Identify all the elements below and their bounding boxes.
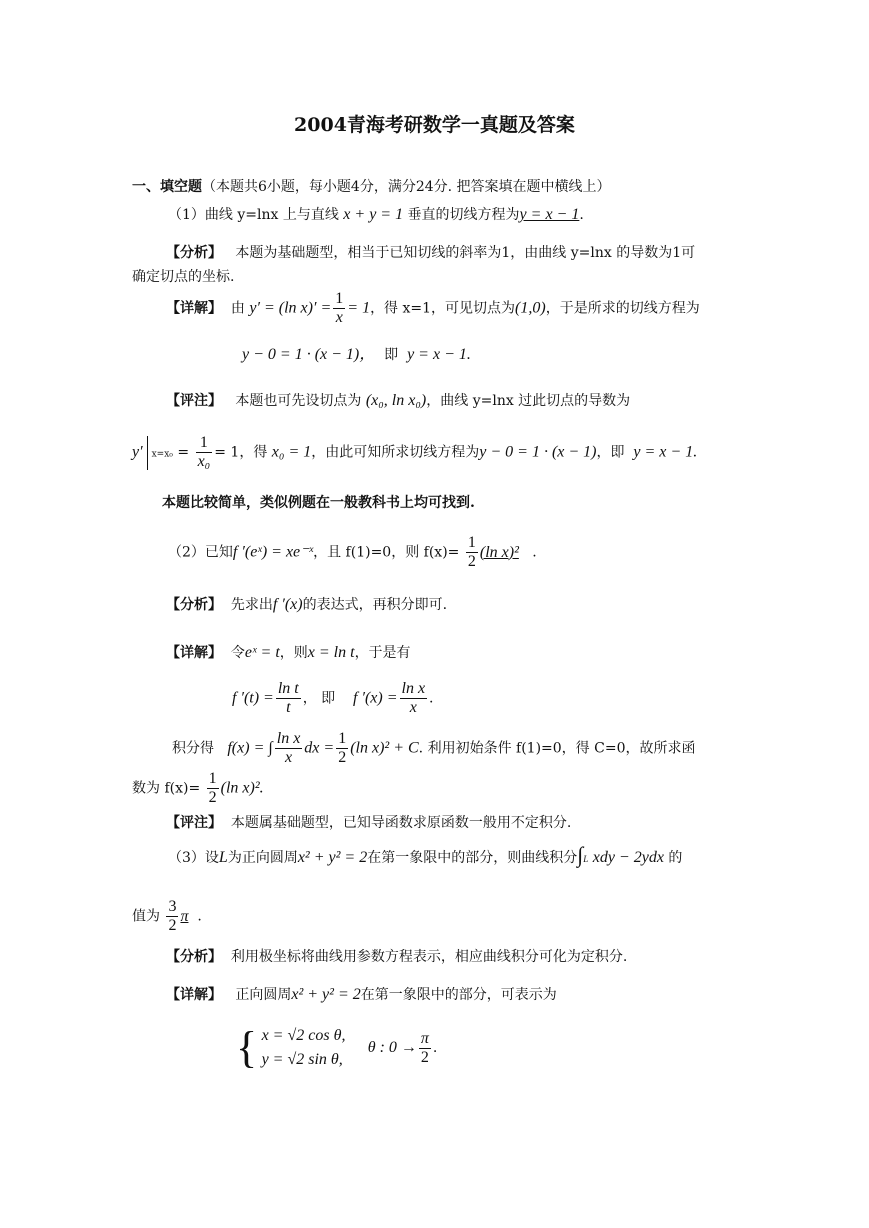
question-3-stem: （3）设L为正向圆周x² + y² = 2在第一象限中的部分，则曲线积分∫L xdy − 2ydx 的 bbox=[168, 842, 683, 867]
section-heading: 一、填空题（本题共6小题，每小题4分，满分24分. 把答案填在题中横线上） bbox=[132, 179, 611, 195]
question-3-value: 值为 $\frac{3}{2}$ π . bbox=[132, 898, 202, 934]
page-title: 2004青海考研数学一真题及答案 bbox=[294, 114, 575, 136]
fraction: $\frac{1}{2}$ bbox=[467, 534, 476, 570]
evaluation-bar bbox=[147, 436, 148, 470]
question-1-answer: y = x − 1 bbox=[519, 206, 580, 223]
fraction: $\frac{1}{2}$ bbox=[338, 730, 347, 766]
fraction: $\frac{1}{2}$ bbox=[208, 770, 217, 806]
fraction: $\frac{\text{ln x}}{x}$ bbox=[276, 730, 301, 766]
question-2-derivative: f ′(t) = $\frac{\text{ln t}}{t}$ ， 即 f ′(x) = $\frac{\text{ln x}}{x}$ . bbox=[232, 680, 434, 716]
question-2-detail: 【详解】 令eˣ = t，则x = ln t，于是有 bbox=[166, 644, 411, 661]
left-brace: { bbox=[236, 1023, 258, 1072]
question-3-analysis: 【分析】 利用极坐标将曲线用参数方程表示，相应曲线积分可化为定积分. bbox=[166, 949, 628, 965]
question-2-integral: 积分得 f(x) = ∫ $\frac{\text{ln x}}{x}$ dx = $\frac{1}{2}$ (ln x)² + C. 利用初始条件 f(1)=0，得 C=0，故所求函 bbox=[172, 730, 696, 766]
fraction: $\frac{\text{ln x}}{x}$ bbox=[401, 680, 426, 716]
question-1-stem: （1）曲线 y=lnx 上与直线 x + y = 1 垂直的切线方程为y = x − 1. bbox=[168, 206, 584, 223]
fraction: $\frac{1}{x}$ bbox=[335, 290, 344, 326]
question-3-parametric: { x = √2 cos θ, y = √2 sin θ, θ : 0 → $\frac{\pi}{2}$ . bbox=[236, 1023, 438, 1072]
question-2-comment: 【评注】 本题属基础题型，已知导函数求原函数一般用不定积分. bbox=[166, 815, 572, 831]
fraction: $\frac{\text{ln t}}{t}$ bbox=[277, 680, 299, 716]
question-1-detail: 【详解】 由 y′ = (ln x)′ = $\frac{1}{x}$ = 1，得 x=1，可见切点为(1,0)，于是所求的切线方程为 bbox=[166, 290, 700, 326]
question-2-final: 数为 f(x)= $\frac{1}{2}$ (ln x)². bbox=[132, 770, 264, 806]
question-2-stem: （2）已知f ′(eˣ) = xe⁻ˣ，且 f(1)=0，则 f(x)= $\frac{1}{2}$ (ln x)² . bbox=[168, 534, 537, 570]
fraction: $\frac{3}{2}$ bbox=[168, 898, 177, 934]
fraction: $\frac{1}{\text{x₀}}$ bbox=[197, 434, 211, 470]
question-1-detail-line2: y − 0 = 1 · (x − 1)， 即 y = x − 1. bbox=[242, 346, 471, 363]
fraction: $\frac{\pi}{2}$ bbox=[420, 1029, 429, 1066]
question-2-analysis: 【分析】 先求出f ′(x)的表达式，再积分即可. bbox=[166, 596, 448, 613]
question-1-comment: 【评注】 本题也可先设切点为 (x₀, ln x₀)，曲线 y=lnx 过此切点的导数为 bbox=[166, 392, 631, 409]
question-3-detail: 【详解】 正向圆周x² + y² = 2在第一象限中的部分，可表示为 bbox=[166, 986, 557, 1003]
question-1-analysis: 【分析】 本题为基础题型，相当于已知切线的斜率为1，由曲线 y=lnx 的导数为1可 bbox=[166, 245, 696, 261]
question-1-note: 本题比较简单，类似例题在一般教科书上均可找到. bbox=[162, 495, 475, 511]
question-1-comment-cont: y′ x=x₀ = $\frac{1}{\text{x₀}}$ = 1，得 x₀ = 1，由此可知所求切线方程为y − 0 = 1 · (x − 1)，即 y = x − 1. bbox=[132, 434, 698, 470]
question-1-analysis-cont: 确定切点的坐标. bbox=[132, 269, 235, 285]
